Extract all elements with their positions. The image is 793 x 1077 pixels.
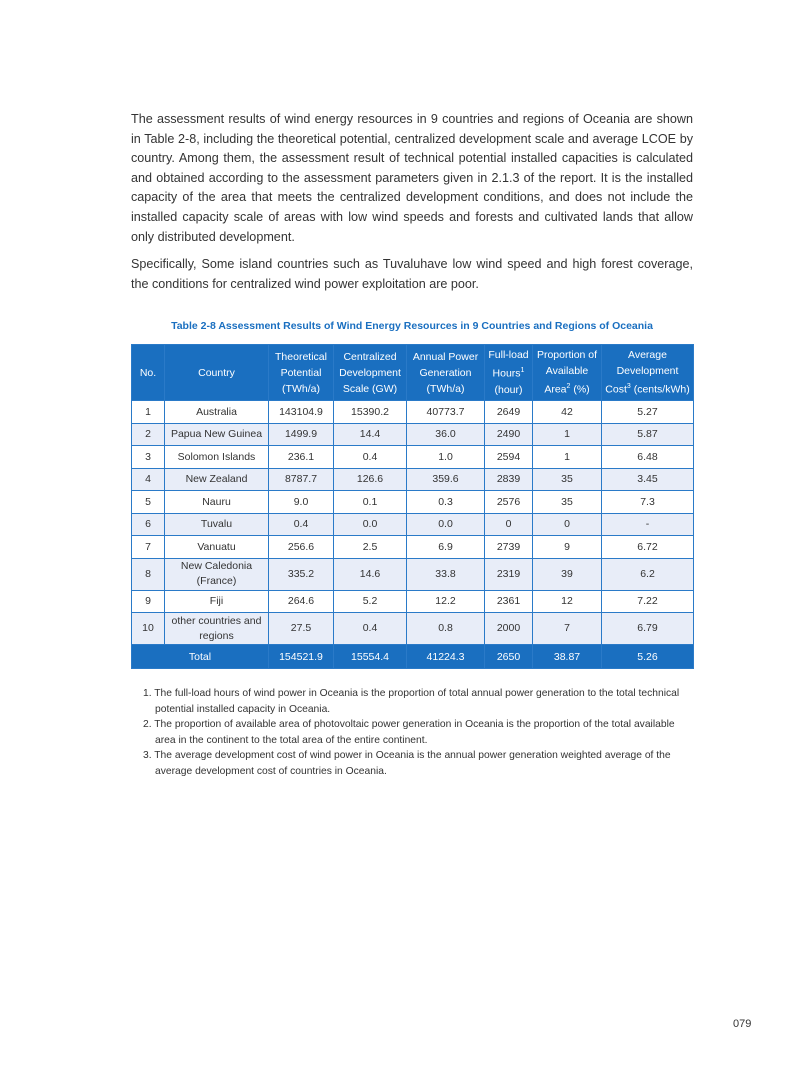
header-cost: Average Development Cost$^3$ (cents/kWh) [602, 345, 694, 401]
table-cell: 256.6 [269, 536, 334, 559]
table-cell: 359.6 [407, 468, 485, 491]
header-fullload: Full-load Hours$^1$ (hour) [485, 345, 533, 401]
table-cell: 264.6 [269, 590, 334, 613]
table-cell: 4 [132, 468, 165, 491]
table-cell: 0.4 [334, 446, 407, 469]
total-cell: 2650 [485, 645, 533, 669]
header-proportion: Proportion of Available Area$^2$ (%) [533, 345, 602, 401]
header-annual: Annual Power Generation (TWh/a) [407, 345, 485, 401]
table-cell: 0 [485, 513, 533, 536]
table-cell: 12 [533, 590, 602, 613]
table-row [132, 590, 694, 613]
total-cell: 41224.3 [407, 645, 485, 669]
wind-resources-table [131, 344, 694, 669]
table-cell: 0 [533, 513, 602, 536]
table-cell: 2594 [485, 446, 533, 469]
table-cell: Papua New Guinea [165, 423, 269, 446]
table-row [132, 513, 694, 536]
table-cell: 7.3 [602, 491, 694, 514]
table-cell: 42 [533, 401, 602, 424]
header-cost-unit: (cents/kWh) [633, 383, 690, 396]
table-row [132, 423, 694, 446]
table-cell: 2490 [485, 423, 533, 446]
total-cell: Total [132, 645, 269, 669]
table-cell: 0.3 [407, 491, 485, 514]
table-cell: 8787.7 [269, 468, 334, 491]
paragraph-specifics: Specifically, Some island countries such as Tuvaluhave low wind speed and high forest coverage, the conditions for centralized wind power exploitation are poor. [131, 257, 693, 291]
note-1: 1. The full-load hours of wind power in Oceania is the proportion of total annual power generation to the total technical potential installed capacity in Oceania. [143, 688, 680, 715]
table-total-row [132, 645, 694, 669]
table-cell: 0.8 [407, 613, 485, 645]
table-cell: Fiji [165, 590, 269, 613]
table-cell: 1 [533, 446, 602, 469]
table-cell: 1499.9 [269, 423, 334, 446]
header-no: No. [132, 345, 165, 401]
header-cost-word: Cost [605, 383, 627, 396]
header-fullload-label: Full-load Hours [488, 349, 529, 380]
table-header-row [132, 345, 694, 401]
table-row [132, 446, 694, 469]
total-cell: 5.26 [602, 645, 694, 669]
table-cell: 6.9 [407, 536, 485, 559]
paragraph-intro: The assessment results of wind energy resources in 9 countries and regions of Oceania are shown in Table 2-8, including the theoretical potential, centralized development scale and average LCOE by country. Among them, the assessment result of technical potential installed capacities is calculated and obtained according to the assessment parameters given in 2.1.3 of the report. It is the installed capacity of the area that meets the centralized development conditions, and does not include the installed capacity scale of areas with low wind speeds and forests and cultivated lands that allow only distributed development. [131, 112, 693, 244]
table-cell: Vanuatu [165, 536, 269, 559]
note-2: 2. The proportion of available area of photovoltaic power generation in Oceania is the proportion of the total available area in the continent to the total area of the entire continent. [143, 719, 675, 746]
table-cell: 335.2 [269, 558, 334, 590]
table-cell: 33.8 [407, 558, 485, 590]
header-centralized: Centralized Development Scale (GW) [334, 345, 407, 401]
table-cell: 14.6 [334, 558, 407, 590]
table-cell: 5 [132, 491, 165, 514]
table-cell: 5.27 [602, 401, 694, 424]
table-cell: 1 [533, 423, 602, 446]
table-cell: 14.4 [334, 423, 407, 446]
table-cell: New Zealand [165, 468, 269, 491]
table-cell: 6.48 [602, 446, 694, 469]
header-country: Country [165, 345, 269, 401]
header-proportion-label: Proportion of Available Area [536, 349, 598, 396]
table-cell: Solomon Islands [165, 446, 269, 469]
table-row [132, 613, 694, 645]
table-cell: - [602, 513, 694, 536]
table-cell: 6.79 [602, 613, 694, 645]
table-cell: 6.72 [602, 536, 694, 559]
header-proportion-unit: (%) [573, 383, 590, 396]
table-cell: 2319 [485, 558, 533, 590]
table-cell: 2000 [485, 613, 533, 645]
header-cost-label: Average Development [616, 349, 679, 378]
table-cell: 143104.9 [269, 401, 334, 424]
table-cell: 35 [533, 491, 602, 514]
table-cell: 2.5 [334, 536, 407, 559]
table-cell: 27.5 [269, 613, 334, 645]
table-cell: 15390.2 [334, 401, 407, 424]
table-cell: 7 [132, 536, 165, 559]
table-cell: 0.1 [334, 491, 407, 514]
table-cell: 5.87 [602, 423, 694, 446]
table-cell: Nauru [165, 491, 269, 514]
table-cell: 10 [132, 613, 165, 645]
table-row [132, 491, 694, 514]
table-cell: Australia [165, 401, 269, 424]
table-cell: 35 [533, 468, 602, 491]
table-notes [143, 686, 695, 779]
table-cell: 0.0 [334, 513, 407, 536]
table-cell: 6.2 [602, 558, 694, 590]
table-cell: 8 [132, 558, 165, 590]
table-cell: 1 [132, 401, 165, 424]
table-cell: other countries and regions [165, 613, 269, 645]
table-cell: 2 [132, 423, 165, 446]
table-row [132, 401, 694, 424]
table-cell: 9 [533, 536, 602, 559]
total-cell: 38.87 [533, 645, 602, 669]
table-cell: 2839 [485, 468, 533, 491]
table-cell: 2739 [485, 536, 533, 559]
table-cell: 236.1 [269, 446, 334, 469]
table-cell: 1.0 [407, 446, 485, 469]
table-caption: Table 2-8 Assessment Results of Wind Energy Resources in 9 Countries and Regions of Oceania [171, 320, 653, 332]
header-fullload-unit: (hour) [494, 383, 523, 396]
table-cell: 9 [132, 590, 165, 613]
table-cell: 126.6 [334, 468, 407, 491]
header-theoretical: Theoretical Potential (TWh/a) [269, 345, 334, 401]
table-cell: 2576 [485, 491, 533, 514]
table-cell: Tuvalu [165, 513, 269, 536]
total-cell: 15554.4 [334, 645, 407, 669]
page-number: 079 [733, 1018, 752, 1030]
table-cell: New Caledonia (France) [165, 558, 269, 590]
table-cell: 5.2 [334, 590, 407, 613]
table-cell: 3.45 [602, 468, 694, 491]
table-cell: 9.0 [269, 491, 334, 514]
table-cell: 7 [533, 613, 602, 645]
table-row [132, 536, 694, 559]
table-cell: 7.22 [602, 590, 694, 613]
table-cell: 36.0 [407, 423, 485, 446]
table-cell: 6 [132, 513, 165, 536]
table-cell: 0.4 [334, 613, 407, 645]
table-cell: 12.2 [407, 590, 485, 613]
table-cell: 40773.7 [407, 401, 485, 424]
total-cell: 154521.9 [269, 645, 334, 669]
table-cell: 2649 [485, 401, 533, 424]
table-cell: 0.0 [407, 513, 485, 536]
table-cell: 2361 [485, 590, 533, 613]
table-cell: 39 [533, 558, 602, 590]
table-cell: 3 [132, 446, 165, 469]
table-row [132, 468, 694, 491]
note-3: 3. The average development cost of wind power in Oceania is the annual power generation weighted average of the average development cost of countries in Oceania. [143, 750, 671, 777]
table-row [132, 558, 694, 590]
table-cell: 0.4 [269, 513, 334, 536]
